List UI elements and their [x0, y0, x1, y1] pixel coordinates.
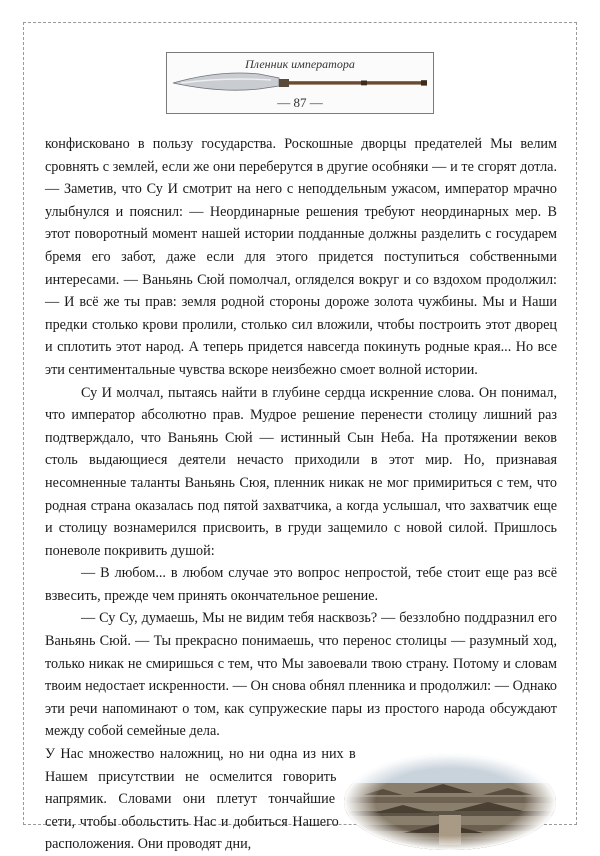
paragraph: У Нас множество наложниц, но ни одна из них в Нашем присутствии не осмелится говорить напрямик. Словами они плетут тончайшие сети, чтобы обольстить Нас и добиться Нашего расположения. Они проводят дни, — [45, 746, 356, 853]
running-header — [166, 52, 434, 114]
page-number: — 87 — — [277, 95, 323, 110]
paragraph: — В любом... в любом случае это вопрос непростой, тебе стоит еще раз всё взвесить, прежде чем принять окончательное решение. — [45, 565, 557, 604]
paragraph: Су И молчал, пытаясь найти в глубине сердца искренние слова. Он понимал, что император абсолютно прав. Мудрое решение перенести столицу лишний раз подтверждало, что Ваньянь Сюй — истинный Сын Неба. На протяжении веков столь выдающиеся деятели нечасто приходили в этот мир. Но, признавая несомненные таланты Ваньянь Сюя, пленник никак не мог примириться с тем, что родная страна оказалась под пятой захватчика, а когда услышал, что захватчик еще и столицу вознамерился присвоить, в груди защемило с новой силой. Пришлось поневоле покривить душой: — [45, 384, 557, 559]
palace-illustration — [343, 753, 557, 851]
paragraph: — Су Су, думаешь, Мы не видим тебя насквозь? — беззлобно поддразнил его Ваньянь Сюй. — Ты прекрасно понимаешь, что перенос столицы — разумный ход, только никак не смиришься с тем, что Мы завоевали твою страну. Потому и словам твоим недостает искренности. — Он снова обнял пленника и продолжил: — Однако эти речи напоминают о том, как супружеские пары из простого народа обсуждают между собой семейные дела. — [45, 610, 557, 740]
book-title: Пленник императора — [245, 57, 355, 71]
body-text — [45, 133, 557, 856]
paragraph: конфисковано в пользу государства. Роскошные дворцы предателей Мы велим сровнять с землей, если же они переберутся в другие особняки — и те сгорят дотла. — Заметив, что Су И смотрит на него с неподдельным ужасом, император мрачно улыбнулся и пояснил: — Неординарные решения требуют неординарных мер. В этот поворотный момент нашей истории подданные должны разделить с государем бремя его забот, даже если для этого придется поступиться собственными интересами. — Ваньянь Сюй помолчал, огляделся вокруг и со вздохом продолжил: — И всё же ты прав: земля родной стороны дороже золота чужбины. Мы и Наши предки столько крови пролили, столько сил вложили, чтобы построить этот дворец и сплотить этот народ. А теперь придется навсегда покинуть родные края... Но все эти сентиментальные чувства вскоре неизбежно смоет волной истории. — [45, 136, 557, 378]
